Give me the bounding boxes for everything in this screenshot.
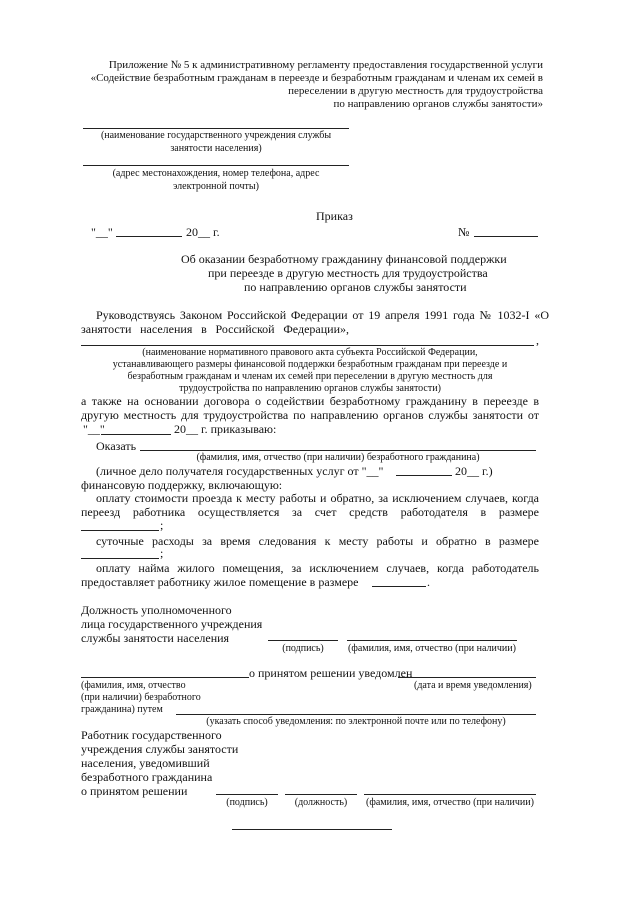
travel-line-1: оплату стоимости проезда к месту работы и обратно, за исключением случаев, когда	[96, 491, 539, 505]
notified-person-line[interactable]	[81, 677, 249, 678]
title-line-3: по направлению органов службы занятости	[244, 280, 467, 294]
order-heading: Приказ	[316, 209, 353, 223]
support-includes: финансовую поддержку, включающую:	[81, 478, 283, 492]
act-caption-4: трудоустройства по направлению органов службы занятости)	[179, 383, 441, 394]
p2-line-2: другую местность для трудоустройства по направлению органов службы занятости от	[81, 408, 539, 422]
grant-caption: (фамилия, имя, отчество (при наличии) безработного гражданина)	[196, 452, 480, 463]
housing-period: .	[427, 575, 430, 589]
worker-fio-caption: (фамилия, имя, отчество (при наличии)	[366, 797, 534, 808]
worker-signature-line[interactable]	[216, 794, 278, 795]
daily-line-1: суточные расходы за время следования к месту работы и обратно в размере	[96, 534, 539, 548]
grant-recipient-line[interactable]	[140, 450, 536, 451]
institution-name-caption-1: (наименование государственного учреждения службы	[100, 130, 332, 141]
grant-label: Оказать	[96, 439, 137, 453]
position-line-1: Должность уполномоченного	[81, 603, 232, 617]
appendix-line-4: по направлению органов службы занятости»	[333, 98, 543, 110]
daily-semicolon: ;	[160, 546, 164, 560]
order-date-quote: "__"	[91, 225, 113, 239]
official-fio-line[interactable]	[347, 640, 517, 641]
notification-method-line[interactable]	[176, 714, 536, 715]
notification-method-caption: (указать способ уведомления: по электронной почте или по телефону)	[206, 716, 506, 727]
act-caption-2: устанавливающего размеры финансовой поддержки безработным гражданам при переезде и	[112, 359, 508, 370]
worker-fio-line[interactable]	[364, 794, 536, 795]
position-line-2: лица государственного учреждения	[81, 617, 263, 631]
title-line-2: при переезде в другую местность для трудоустройства	[208, 266, 488, 280]
worker-signature-caption: (подпись)	[226, 797, 268, 808]
official-fio-caption: (фамилия, имя, отчество (при наличии)	[348, 643, 516, 654]
housing-line-1: оплату найма жилого помещения, за исключением случаев, когда работодатель	[96, 561, 539, 575]
contract-date-month-line[interactable]	[101, 434, 171, 435]
institution-name-caption-2: занятости населения)	[170, 143, 262, 154]
act-name-line[interactable]	[81, 345, 534, 346]
worker-position-line[interactable]	[285, 794, 357, 795]
institution-address-caption-1: (адрес местонахождения, номер телефона, адрес	[112, 168, 320, 179]
worker-position-caption: (должность)	[294, 797, 348, 808]
worker-line-2: учреждения службы занятости	[81, 742, 239, 756]
housing-line-2: предоставляет работнику жилое помещение в размере	[81, 575, 359, 589]
appendix-line-2: «Содействие безработным гражданам в переезде и безработным гражданам и членам их семей в	[90, 72, 543, 84]
p1-line-2: занятости населения в Российской Федерации»,	[81, 322, 349, 336]
order-date-year: 20__ г.	[186, 225, 220, 239]
appendix-line-1: Приложение № 5 к административному регламенту предоставления государственной услуги	[108, 59, 543, 71]
order-date-month-line[interactable]	[116, 236, 182, 237]
order-number-line[interactable]	[474, 236, 538, 237]
position-line-3: службы занятости населения	[81, 631, 230, 645]
institution-address-line[interactable]	[83, 165, 349, 166]
housing-amount-line[interactable]	[372, 586, 426, 587]
notified-text: о принятом решении уведомлен	[249, 666, 413, 680]
notification-datetime-caption: (дата и время уведомления)	[414, 680, 532, 691]
bottom-separator	[232, 829, 392, 830]
travel-line-2: переезд работника осуществляется за счет средств работодателя в размере	[81, 505, 539, 519]
act-caption-3: безработным гражданам и членам их семей при переселении в другую местность для	[127, 371, 493, 382]
person-caption-1: (фамилия, имя, отчество	[81, 680, 186, 691]
act-line-comma: ,	[536, 333, 539, 347]
worker-line-1: Работник государственного	[81, 728, 222, 742]
worker-line-5: о принятом решении	[81, 784, 188, 798]
p2-line-1: а также на основании договора о содействии безработному гражданину в переезде в	[81, 394, 539, 408]
appendix-line-3: переселении в другую местность для трудоустройства	[288, 85, 543, 97]
order-number-sign: №	[458, 225, 470, 239]
daily-amount-line[interactable]	[81, 558, 159, 559]
official-signature-line[interactable]	[268, 640, 338, 641]
worker-line-4: безработного гражданина	[81, 770, 213, 784]
official-signature-caption: (подпись)	[282, 643, 324, 654]
p2-date-quote: "__"	[83, 422, 105, 436]
title-line-1: Об оказании безработному гражданину финансовой поддержки	[181, 252, 507, 266]
notification-datetime-line[interactable]	[398, 677, 536, 678]
case-file-year: 20__ г.)	[455, 464, 493, 478]
act-caption-1: (наименование нормативного правового акта субъекта Российской Федерации,	[142, 347, 478, 358]
person-caption-3: гражданина) путем	[81, 704, 163, 715]
person-caption-2: (при наличии) безработного	[81, 692, 201, 703]
case-file-month-line[interactable]	[396, 475, 452, 476]
institution-name-line[interactable]	[83, 128, 349, 129]
travel-semicolon: ;	[160, 518, 164, 532]
worker-line-3: населения, уведомивший	[81, 756, 210, 770]
institution-address-caption-2: электронной почты)	[173, 181, 259, 192]
p1-line-1: Руководствуясь Законом Российской Федерации от 19 апреля 1991 года № 1032-I «О	[96, 308, 549, 322]
travel-amount-line[interactable]	[81, 530, 159, 531]
case-file-text: (личное дело получателя государственных услуг от "__"	[96, 464, 384, 478]
p2-date-rest: 20__ г. приказываю:	[174, 422, 277, 436]
